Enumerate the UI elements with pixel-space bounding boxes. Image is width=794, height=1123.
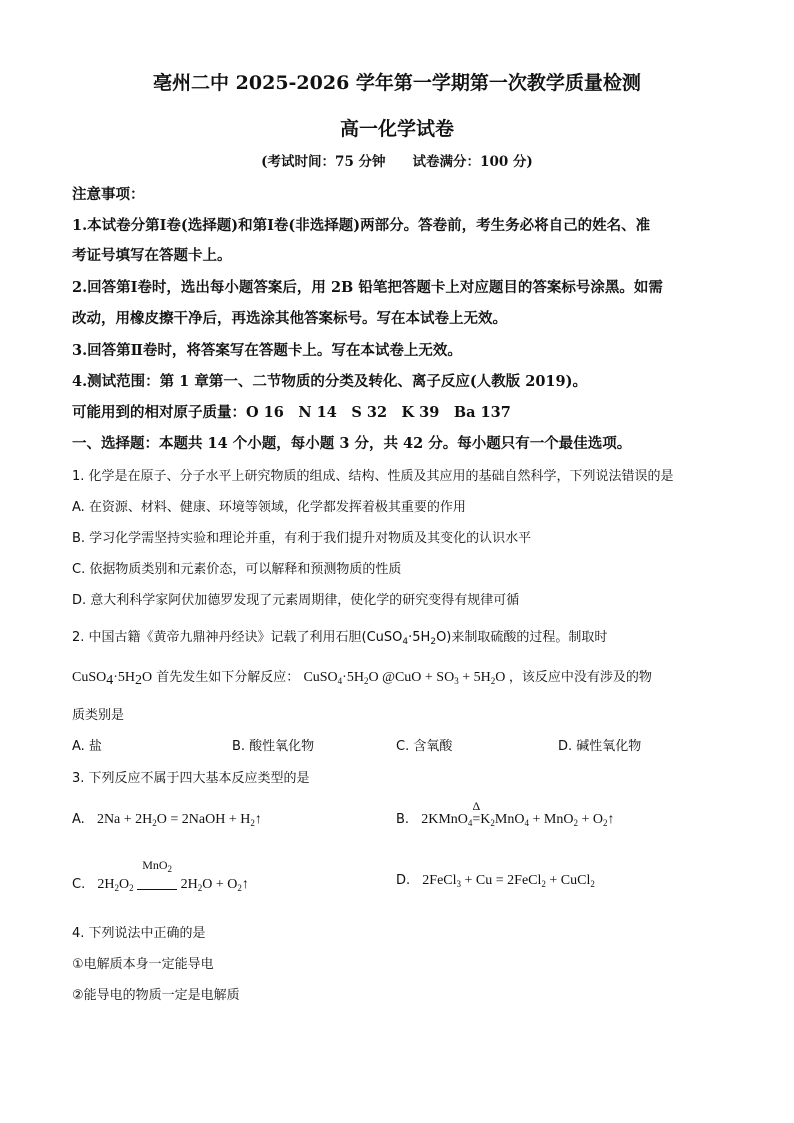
q4-stem: 4. 下列说法中正确的是 — [72, 926, 206, 941]
q1-option-a: A. 在资源、材料、健康、环境等领域，化学都发挥着极其重要的作用 — [72, 500, 466, 515]
exam-title: 亳州二中 2025-2026 学年第一学期第一次教学质量检测 — [153, 72, 641, 94]
q3-stem: 3. 下列反应不属于四大基本反应类型的是 — [72, 771, 310, 786]
exam-subtitle: 高一化学试卷 — [339, 118, 454, 140]
note-1-line-1: 1.本试卷分第Ⅰ卷(选择题)和第Ⅰ卷(非选择题)两部分。答卷前，考生务必将自己的姓名、准 — [72, 217, 651, 234]
note-4: 4.测试范围：第 1 章第一、二节物质的分类及转化、离子反应(人教版 2019)。 — [72, 373, 587, 390]
q1-option-c: C. 依据物质类别和元素价态，可以解释和预测物质的性质 — [72, 562, 402, 577]
q2-stem-line-2: $CuSO_4\cdot 5H_2O$ 首先发生如下分解反应： $CuSO_4\cdot 5H_2O$ @CuO + $SO_3 + 5H_2O$ ，该反应中没有涉及的物 — [72, 670, 652, 688]
q2-option-b: B. 酸性氧化物 — [232, 739, 315, 754]
q3-option-b: B. 2KMnO$_4$ Δ $=K_2MnO_4 + MnO_2$ + $O_2↑$ — [396, 799, 615, 828]
q2-option-c: C. 含氧酸 — [396, 739, 453, 754]
section-1-heading: 一、选择题：本题共 14 个小题，每小题 3 分，共 42 分。每小题只有一个最佳选项。 — [72, 435, 632, 452]
q2-option-a: A. 盐 — [72, 739, 102, 754]
q1-stem: 1. 化学是在原子、分子水平上研究物质的组成、结构、性质及其应用的基础自然科学，下列说法错误的是 — [72, 469, 674, 484]
q3-option-d: D. 2FeCl$_3$ + Cu = 2FeCl$_2$ + CuCl$_2$ — [396, 873, 595, 889]
q1-option-b: B. 学习化学需坚持实验和理论并重，有利于我们提升对物质及其变化的认识水平 — [72, 531, 532, 546]
note-3: 3.回答第Ⅱ卷时，将答案写在答题卡上。写在本试卷上无效。 — [72, 342, 462, 359]
q2-option-d: D. 碱性氧化物 — [558, 739, 642, 754]
notes-heading: 注意事项： — [72, 186, 145, 203]
note-2-line-2: 改动，用橡皮擦干净后，再选涂其他答案标号。写在本试卷上无效。 — [72, 310, 507, 327]
q1-option-d: D. 意大利科学家阿伏加德罗发现了元素周期律，使化学的研究变得有规律可循 — [72, 593, 520, 608]
atomic-mass-line: 可能用到的相对原子质量：O 16 N 14 S 32 K 39 Ba 137 — [72, 404, 511, 421]
note-2-line-1: 2.回答第Ⅰ卷时，选出每小题答案后，用 2B 铅笔把答题卡上对应题目的答案标号涂黑。如需 — [72, 279, 663, 296]
exam-info: (考试时间：75 分钟 试卷满分：100 分) — [261, 154, 533, 170]
q3-option-a: A. $2Na + 2H_2O$ = 2NaOH + $H_2↑$ — [72, 812, 262, 828]
q2-stem-line-3: 质类别是 — [72, 708, 125, 723]
q3-option-c: C. $2H_2O_2$ MnO$_2$ $2H_2O$ + $O_2↑$ — [72, 858, 249, 893]
q2-stem-line-1: 2. 中国古籍《黄帝九鼎神丹经诀》记载了利用石胆$(CuSO_4\cdot 5H_2O)$来制取硫酸的过程。制取时 — [72, 630, 608, 647]
q2-decomposition-equation: $CuSO_4\cdot 5H_2O$ @CuO + $SO_3 + 5H_2O$ — [303, 670, 509, 686]
q4-statement-2: ②能导电的物质一定是电解质 — [72, 988, 240, 1003]
q4-statement-1: ①电解质本身一定能导电 — [72, 957, 214, 972]
note-1-line-2: 考证号填写在答题卡上。 — [72, 247, 232, 264]
